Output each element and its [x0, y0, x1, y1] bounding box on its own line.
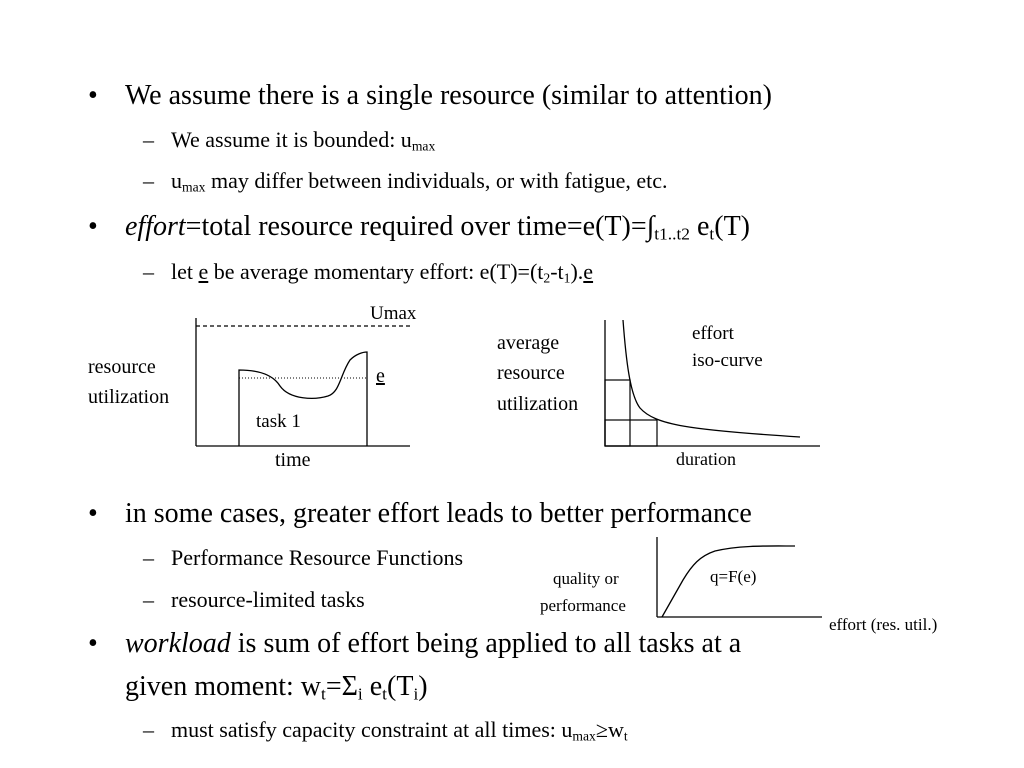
subbullet-text: may differ between individuals, or with fatigue, etc. — [205, 168, 668, 193]
bullet-marker: • — [88, 628, 98, 659]
fig3-ylabel-line2: performance — [540, 596, 626, 615]
subscript: 2 — [543, 270, 551, 286]
fig3-curve-label: q=F(e) — [710, 567, 757, 586]
fig1-umax-label: Umax — [370, 303, 417, 324]
term-workload: workload — [125, 628, 231, 659]
bullet-text: in some cases, greater effort leads to better performance — [125, 498, 752, 529]
bullet-text: We assume there is a single resource (similar to attention) — [125, 80, 772, 111]
underlined-e: e — [198, 259, 209, 284]
fig2-xlabel: duration — [676, 449, 736, 469]
bullet-greater-effort — [125, 498, 752, 530]
fig2-rect-tall — [605, 380, 630, 446]
subbullet-text: ). — [570, 259, 584, 284]
subbullet-prf — [171, 545, 463, 571]
subscript: 1 — [563, 270, 571, 286]
subbullet-resource-limited — [171, 587, 365, 613]
subbullet-text: Performance Resource Functions — [171, 545, 464, 570]
bullet-marker: • — [88, 498, 98, 529]
fig2-rect-wide — [605, 420, 657, 446]
fig3-xlabel: effort (res. util.) — [829, 615, 938, 634]
subbullet-text: must satisfy capacity constraint at all times: u — [171, 717, 573, 742]
bullet-text: e — [362, 671, 383, 702]
subscript: i — [413, 684, 419, 704]
fig1-ylabel-line2: utilization — [88, 386, 170, 408]
dash-marker: – — [143, 168, 154, 193]
dash-marker: – — [143, 545, 154, 570]
fig2-curve-label-line1: effort — [692, 323, 734, 344]
subscript: t — [709, 224, 715, 244]
bullet-text: e — [689, 211, 710, 242]
subscript: t — [320, 684, 326, 704]
bullet-text: given moment: w — [125, 671, 321, 702]
bullet-workload-line2 — [125, 671, 428, 703]
subbullet-text: let — [171, 259, 199, 284]
bullet-text: (T) — [714, 211, 751, 242]
subbullet-text: -t — [550, 259, 564, 284]
dash-marker: – — [143, 587, 154, 612]
fig1-average-label: e — [376, 365, 385, 387]
bullet-marker: • — [88, 211, 98, 242]
bullet-text: is sum of effort being applied to all tasks at a — [230, 628, 742, 659]
dash-marker: – — [143, 259, 154, 284]
subscript: max — [411, 138, 436, 154]
underlined-e: e — [583, 259, 594, 284]
fig1-ylabel-line1: resource — [88, 356, 156, 378]
fig1-xlabel: time — [275, 449, 311, 471]
subscript: t1..t2 — [654, 224, 690, 244]
subbullet-text: We assume it is bounded: u — [171, 127, 412, 152]
subscript: t — [623, 728, 628, 744]
fig2-ylabel-line2: resource — [497, 362, 565, 384]
bullet-workload-line1 — [125, 628, 741, 660]
subbullet-capacity-constraint — [171, 717, 628, 743]
subbullet-text: resource-limited tasks — [171, 587, 365, 612]
subbullet-text: ≥w — [595, 717, 624, 742]
fig2-ylabel-line3: utilization — [497, 393, 579, 415]
subscript: i — [357, 684, 363, 704]
bullet-text: =total resource required over time=e(T)=∫ — [185, 211, 655, 242]
dash-marker: – — [143, 127, 154, 152]
dash-marker: – — [143, 717, 154, 742]
fig2-ylabel-line1: average — [497, 332, 560, 354]
subscript: max — [182, 179, 206, 195]
fig3-ylabel-line1: quality or — [553, 569, 619, 588]
fig2-curve-label-line2: iso-curve — [692, 350, 763, 371]
fig1-task-label: task 1 — [256, 411, 301, 432]
bullet-marker: • — [88, 80, 98, 111]
bullet-text: (T — [387, 671, 414, 702]
subbullet-text: u — [171, 168, 182, 193]
subscript: max — [572, 728, 596, 744]
subscript: t — [382, 684, 387, 704]
bullet-text: =Σ — [325, 671, 358, 702]
term-effort: effort — [125, 211, 186, 242]
bullet-text: ) — [418, 671, 428, 702]
subbullet-text: be average momentary effort: e(T)=(t — [208, 259, 544, 284]
